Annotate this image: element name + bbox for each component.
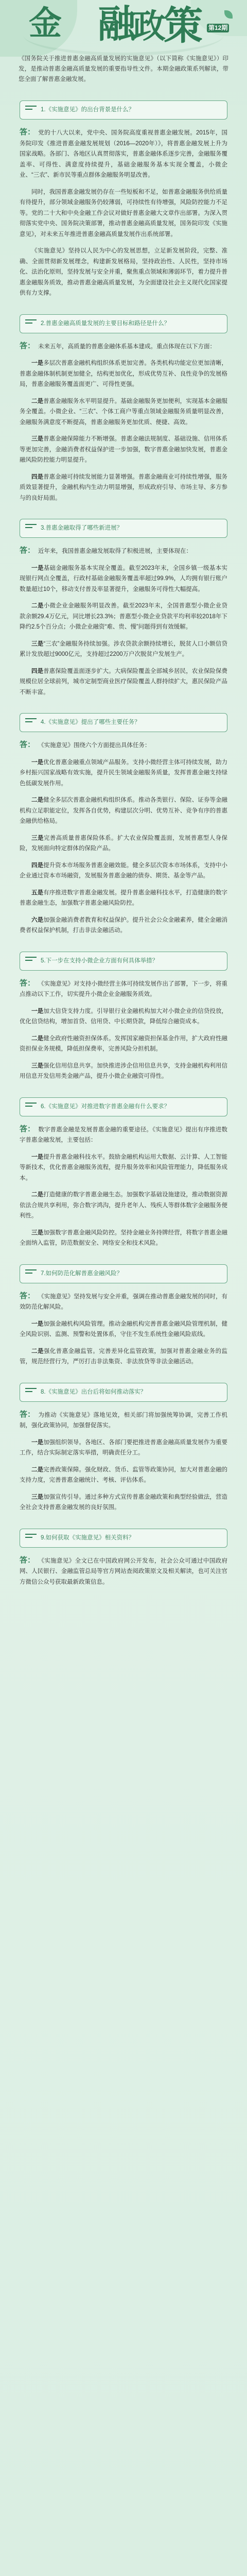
paragraph-text: 一是优化普惠金融重点领域产品服务。支持小微经营主体可持续发展，助力乡村振兴国家战略有效实施，提升民生领域金融服务质量，发挥普惠金融支持绿色低碳发展作用。 <box>20 759 227 787</box>
section-gap <box>20 1374 227 1383</box>
paragraph-text: 二是打造健康的数字普惠金融生态。加强数字基础设施建设，推动数据资源依法合规共享利用，弥合数字鸿沟，提升老年人、残疾人等群体数字金融服务便利性。 <box>20 1192 227 1219</box>
paragraph-text: 《实施意见》围绕六个方面提出具体任务： <box>38 742 151 749</box>
logo <box>29 2 202 48</box>
question-box: 2.普惠金融高质量发展的主要目标和路径是什么？ <box>20 314 227 333</box>
body-paragraph <box>20 833 227 854</box>
question-box: 1.《实施意见》的出台背景是什么？ <box>20 100 227 120</box>
answer-mark: 答： <box>20 1291 36 1300</box>
paragraph-text: 五是有序推进数字普惠金融发展。提升普惠金融科技水平，打造健康的数字普惠金融生态，加强数字普惠金融风险防控。 <box>20 889 227 906</box>
logo-char: 金 <box>29 4 61 43</box>
answer-mark: 答： <box>20 1555 36 1565</box>
paragraph-text: 一是加强金融机构风险管理。推动金融机构完善普惠金融风险管理机制，健全风险识别、监测、预警和处置体系，守住不发生系统性金融风险底线。 <box>20 1320 227 1337</box>
answer-paragraph <box>20 978 227 1000</box>
logo-char: 策 <box>164 3 202 48</box>
body-paragraph <box>20 434 227 466</box>
body-paragraph <box>20 1492 227 1513</box>
paragraph-text: 一是多层次普惠金融机构组织体系更加完善。各类机构功能定位更加清晰，普惠金融体制机制更加健全，结构更加优化，形成优势互补、良性竞争的发展格局，普惠金融服务覆盖面更广、可得性更强。 <box>20 360 227 387</box>
paragraph-text: 二是健全政府性融资担保体系。发挥国家融资担保基金作用，扩大政府性融资担保业务规模，降低担保费率，完善风险分担机制。 <box>20 1035 227 1052</box>
intro-text: 《国务院关于推进普惠金融高质量发展的实施意见》（以下简称《实施意见》）印发，是推动普惠金融高质量发展的重要指导性文件。本期金融政策系列解读，带您全面了解普惠金融发展。 <box>19 56 228 82</box>
paragraph-text: 二是普惠金融服务水平明显提升。基础金融服务更加便利，实现基本金融服务全覆盖。小微企业、“三农”、个体工商户等重点领域金融服务质量明显改善，金融服务满意度不断提高，普惠金融服务更加优质、便捷、高效。 <box>20 398 227 426</box>
answer-mark: 答： <box>20 1409 36 1419</box>
answer-paragraph <box>20 545 227 557</box>
paragraph-text: 一是提升普惠金融科技水平。鼓励金融机构运用大数据、云计算、人工智能等新技术，优化普惠金融服务流程，提升服务效率和风险管理能力，降低服务成本。 <box>20 1154 227 1181</box>
logo-char: 政 <box>133 7 165 46</box>
answer-paragraph <box>20 341 227 352</box>
section-gap <box>20 1088 227 1097</box>
body-paragraph <box>20 1190 227 1222</box>
body-paragraph <box>20 1346 227 1367</box>
issue-badge: 第12期 <box>207 24 229 32</box>
section-gap <box>20 704 227 713</box>
body-paragraph <box>20 1033 227 1055</box>
paragraph-text: 三是加强数字普惠金融风险防控。坚持金融业务持牌经营，将数字普惠金融全面纳入监管，防范数据安全、网络安全和技术风险。 <box>20 1229 227 1246</box>
paragraph-text: 三是强化信用信息共享。加快推进涉企信用信息共享，支持金融机构利用信用信息开发信用类金融产品，提升小微企业融资可得性。 <box>20 1062 227 1079</box>
body-paragraph <box>20 860 227 882</box>
body-paragraph <box>20 1465 227 1486</box>
answer-mark: 答： <box>20 127 36 137</box>
paragraph-text: 三是普惠金融保障能力不断增强。普惠金融法规制度、基础设施、信用体系等更加完善，金融消费者权益保护进一步加强，数字普惠金融加快发展，普惠金融风险防控能力明显提升。 <box>20 436 227 463</box>
paragraph-text: 三是加强宣传引导。通过多种方式宣传普惠金融政策和典型经验做法，营造全社会支持普惠金融发展的良好氛围。 <box>20 1494 227 1511</box>
paragraph-text: 近年来，我国普惠金融发展取得了积极进展，主要体现在： <box>38 548 192 554</box>
paragraph-text: 二是完善政策保障。强化财政、货币、监管等政策协同，加大对普惠金融的支持力度，完善普惠金融统计、考核、评估体系。 <box>20 1466 227 1483</box>
paragraph-text: 未来五年，高质量的普惠金融体系基本建成。重点体现在以下方面： <box>38 343 216 350</box>
section-gap <box>20 305 227 314</box>
body-paragraph <box>20 396 227 428</box>
question-box: 4.《实施意见》提出了哪些主要任务？ <box>20 713 227 732</box>
paragraph-text: 一是加大信贷支持力度。引导银行业金融机构加大对小微企业的信贷投放，优化信贷结构，增加首贷、信用贷、中长期贷款，降低综合融资成本。 <box>20 1008 227 1025</box>
paragraph-text: 一是基础金融服务基本实现全覆盖。截至2023年末，全国乡镇一级基本实现银行网点全覆盖，行政村基础金融服务覆盖率超过99.9%，人均拥有银行账户数量超过10个，移动支付普及率显著提升，金融服务可得性大幅提高。 <box>20 565 227 592</box>
answer-paragraph <box>20 127 227 181</box>
paragraph-text: 《实施意见》全文已在中国政府网公开发布，社会公众可通过中国政府网、人民银行、金融监管总局等官方网站查阅政策原文及相关解读，也可关注官方微信公众号获取最新政策信息。 <box>20 1557 227 1585</box>
answer-paragraph <box>20 1291 227 1313</box>
section-gap <box>20 1519 227 1529</box>
paragraph-text: 二是小微企业金融服务明显改善。截至2023年末，全国普惠型小微企业贷款余额29.4万亿元，同比增长23.3%；普惠型小微企业贷款平均利率较2018年下降约2.5个百分点；小微企业融资“难、贵、慢”问题得到有效缓解。 <box>20 603 227 630</box>
paragraph-text: 四是普惠金融可持续发展能力显著增强。普惠金融商业可持续性增强，服务质效显著提升，金融机构内生动力明显增强，形成政府引导、市场主导、多方参与的良好局面。 <box>20 473 227 501</box>
answer-paragraph <box>20 1409 227 1431</box>
question-box: 7.如何防范化解普惠金融风险？ <box>20 1264 227 1283</box>
body-paragraph <box>20 1319 227 1340</box>
paragraph-text: 《实施意见》对支持小微经营主体可持续发展作出了部署，下一步，将重点推动以下工作，切实提升小微企业金融服务质效。 <box>20 980 228 997</box>
paragraph-text: 二是强化普惠金融监管。完善差异化监管政策，加强对普惠金融业务的监管，规范经营行为，严厉打击非法集资、非法放贷等非法金融活动。 <box>20 1348 228 1365</box>
paragraph-text: 二是健全多层次普惠金融机构组织体系。推动各类银行、保险、证券等金融机构立足职能定位，发挥各自优势，构建层次分明、优势互补、竞争有序的普惠金融供给格局。 <box>20 797 227 824</box>
paragraph-text: 同时，我国普惠金融发展仍存在一些短板和不足，如普惠金融服务供给质量有待提升，部分领域金融服务仍较薄弱，可持续性有待增强，风险防控能力不足等。党的二十大和中央金融工作会议对做好普惠金融大文章作出部署。为深入贯彻落实党中央、国务院决策部署，推动普惠金融高质量发展，国务院印发《实施意见》，对未来五年推进普惠金融高质量发展作出系统部署。 <box>20 189 227 238</box>
answer-mark: 答： <box>20 1124 36 1133</box>
body-paragraph <box>20 757 227 789</box>
body-paragraph <box>20 795 227 827</box>
logo-char: 融 <box>98 2 135 46</box>
body-paragraph <box>20 246 227 299</box>
paragraph-text: 三是“三农”金融服务持续加强。涉农贷款余额持续增长，脱贫人口小额信贷累计发放超过9000亿元，支持超过2200万户次脱贫户发展生产。 <box>20 640 228 657</box>
body-paragraph <box>20 1228 227 1249</box>
body-paragraph <box>20 639 227 660</box>
answer-mark: 答： <box>20 978 36 988</box>
paragraph-text: 党的十八大以来，党中央、国务院高度重视普惠金融发展。2015年，国务院印发《推进普惠金融发展规划（2016—2020年）》，将普惠金融发展上升为国家战略。各部门、各地区认真贯彻落实，普惠金融体系逐步完善，金融服务覆盖率、可得性、满意度持续提升，基础金融服务基本实现全覆盖，小微企业、“三农”、新市民等重点群体金融服务明显改善。 <box>20 130 227 178</box>
answer-mark: 答： <box>20 740 36 749</box>
paragraph-text: 数字普惠金融是发展普惠金融的重要途径。《实施意见》提出有序推进数字普惠金融发展，主要包括： <box>20 1126 227 1143</box>
body-paragraph <box>20 1152 227 1184</box>
section-gap <box>20 1594 227 1603</box>
paragraph-text: 一是加强组织领导。各地区、各部门要把推进普惠金融高质量发展作为重要工作，结合实际制定落实举措，明确责任分工。 <box>20 1439 227 1456</box>
question-box: 6.《实施意见》对推进数字普惠金融有什么要求？ <box>20 1097 227 1116</box>
body-paragraph <box>20 915 227 936</box>
body-paragraph <box>20 888 227 909</box>
body-paragraph <box>20 666 227 698</box>
paragraph-text: 《实施意见》坚持发展与安全并重，强调在推动普惠金融发展的同时，有效防范化解风险。 <box>20 1293 228 1310</box>
question-box: 9.如何获取《实施意见》相关资料？ <box>20 1529 227 1548</box>
question-box: 3.普惠金融取得了哪些新进展？ <box>20 519 227 538</box>
paragraph-text: 为推动《实施意见》落地见效，相关部门将加强统筹协调，完善工作机制，强化政策协同，加强督促落实。 <box>20 1412 227 1429</box>
body-paragraph <box>20 187 227 240</box>
paragraph-text: 四是提升资本市场服务普惠金融效能。健全多层次资本市场体系，支持中小企业通过资本市场融资，发展服务普惠金融的债券、期货、基金等产品。 <box>20 862 227 879</box>
paragraph-text: 三是完善高质量普惠保险体系。扩大农业保险覆盖面，发展普惠型人身保险，发展面向特定群体的保险产品。 <box>20 835 228 852</box>
question-box: 8.《实施意见》出台后将如何推动落实？ <box>20 1383 227 1402</box>
paragraph-text: 《实施意见》坚持以人民为中心的发展思想，立足新发展阶段，完整、准确、全面贯彻新发展理念，构建新发展格局，坚持政治性、人民性，坚持市场化、法治化原则，坚持发展与安全并重，聚焦重点领域和薄弱环节，着力提升普惠金融服务质效，推动普惠金融高质量发展，为全面建设社会主义现代化国家提供有力支撑。 <box>20 248 227 296</box>
section-gap <box>20 942 227 952</box>
question-box: 5.下一步在支持小微企业方面有何具体举措？ <box>20 952 227 971</box>
body-paragraph <box>20 1437 227 1459</box>
header <box>0 0 247 88</box>
body-paragraph <box>20 1061 227 1082</box>
answer-mark: 答： <box>20 546 36 555</box>
qa-content <box>20 100 227 1603</box>
paragraph-text: 四是普惠保险覆盖面逐步扩大。大病保险覆盖全部城乡居民，农业保险保费规模位居全球前列，城市定制型商业医疗保险覆盖人群持续扩大，惠民保险产品不断丰富。 <box>20 668 227 696</box>
paragraph-text: 六是加强金融消费者教育和权益保护。提升社会公众金融素养，健全金融消费者权益保护机制，打击非法金融活动。 <box>20 917 227 934</box>
body-paragraph <box>20 1006 227 1027</box>
answer-paragraph <box>20 1555 227 1588</box>
section-gap <box>20 510 227 519</box>
answer-paragraph <box>20 1124 227 1146</box>
answer-mark: 答： <box>20 341 36 350</box>
section-gap <box>20 1255 227 1264</box>
body-paragraph <box>20 601 227 633</box>
answer-paragraph <box>20 739 227 751</box>
body-paragraph <box>20 563 227 595</box>
body-paragraph <box>20 472 227 504</box>
body-paragraph <box>20 358 227 390</box>
